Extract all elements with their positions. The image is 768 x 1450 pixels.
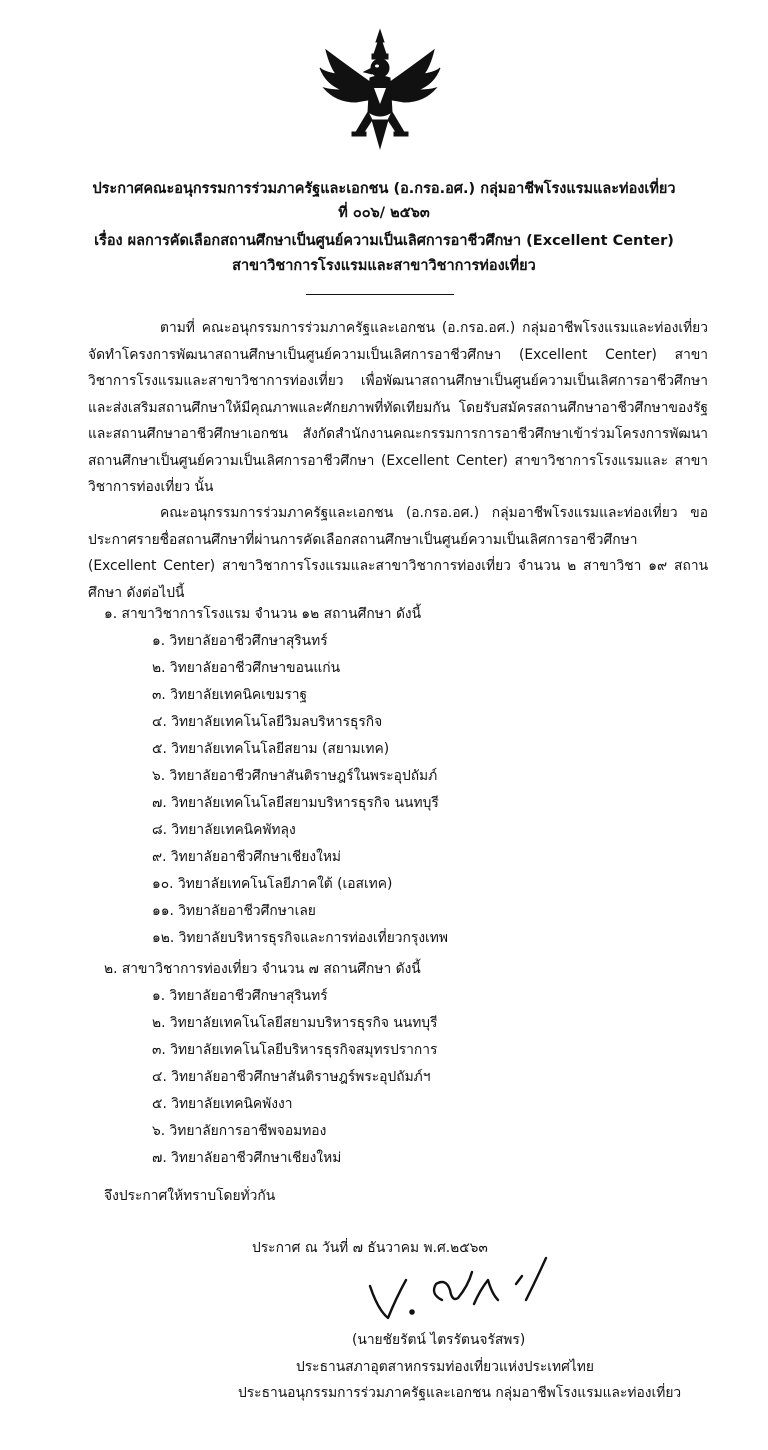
- list-item: ๘. วิทยาลัยเทคนิคพัทลุง: [152, 822, 296, 838]
- list-item: ๙. วิทยาลัยอาชีวศึกษาเชียงใหม่: [152, 849, 342, 865]
- list-item: ๒. วิทยาลัยอาชีวศึกษาขอนแก่น: [152, 660, 341, 676]
- header-divider: [306, 294, 454, 295]
- signatory-title-2: ประธานอนุกรรมการร่วมภาครัฐและเอกชน กลุ่มอาชีพโรงแรมและท่องเที่ยว: [238, 1385, 682, 1401]
- signatory-name: (นายชัยรัตน์ ไตรรัตนจรัสพร): [352, 1332, 526, 1348]
- list-item: ๕. วิทยาลัยเทคนิคพังงา: [152, 1096, 293, 1112]
- list-item: ๗. วิทยาลัยเทคโนโลยีสยามบริหารธุรกิจ นนทบุรี: [152, 795, 439, 811]
- section-hotel-heading: ๑. สาขาวิชาการโรงแรม จำนวน ๑๒ สถานศึกษา ดังนี้: [104, 606, 422, 622]
- list-item: ๑. วิทยาลัยอาชีวศึกษาสุรินทร์: [152, 633, 328, 649]
- list-item: ๔. วิทยาลัยอาชีวศึกษาสันติราษฎร์พระอุปถัมภ์ฯ: [152, 1069, 431, 1085]
- list-item: ๓. วิทยาลัยเทคนิคเขมราฐ: [152, 687, 308, 703]
- list-item: ๓. วิทยาลัยเทคโนโลยีบริหารธุรกิจสมุทรปราการ: [152, 1042, 438, 1058]
- subject-subline: สาขาวิชาการโรงแรมและสาขาวิชาการท่องเที่ยว: [232, 258, 536, 274]
- handwritten-signature: [366, 1250, 556, 1330]
- list-item: ๑๑. วิทยาลัยอาชีวศึกษาเลย: [152, 903, 316, 919]
- paragraph-1: [88, 315, 708, 501]
- list-item: ๖. วิทยาลัยอาชีวศึกษาสันติราษฎร์ในพระอุปถัมภ์: [152, 768, 438, 784]
- list-item: ๗. วิทยาลัยอาชีวศึกษาเชียงใหม่: [152, 1150, 342, 1166]
- list-item: ๖. วิทยาลัยการอาชีพจอมทอง: [152, 1123, 327, 1139]
- announcement-heading: ประกาศคณะอนุกรรมการร่วมภาครัฐและเอกชน (อ.กรอ.อศ.) กลุ่มอาชีพโรงแรมและท่องเที่ยว: [92, 181, 676, 197]
- list-item: ๔. วิทยาลัยเทคโนโลยีวิมลบริหารธุรกิจ: [152, 714, 383, 730]
- list-item: ๒. วิทยาลัยเทคโนโลยีสยามบริหารธุรกิจ นนทบุรี: [152, 1015, 438, 1031]
- list-item: ๕. วิทยาลัยเทคโนโลยีสยาม (สยามเทค): [152, 741, 390, 757]
- signatory-title-1: ประธานสภาอุตสาหกรรมท่องเที่ยวแห่งประเทศไทย: [296, 1359, 594, 1375]
- list-item: ๑๒. วิทยาลัยบริหารธุรกิจและการท่องเที่ยวกรุงเทพ: [152, 930, 448, 946]
- list-item: ๑. วิทยาลัยอาชีวศึกษาสุรินทร์: [152, 988, 328, 1004]
- list-item: ๑๐. วิทยาลัยเทคโนโลยีภาคใต้ (เอสเทค): [152, 876, 393, 892]
- paragraph-2-text: คณะอนุกรรมการร่วมภาครัฐและเอกชน (อ.กรอ.อศ.) กลุ่มอาชีพโรงแรมและท่องเที่ยว ขอประกาศรายชื่อสถานศึกษาที่ผ่านการคัดเลือกสถานศึกษาเป็นศูนย์ความเป็นเลิศการอาชีวศึกษา (Excellent Center) สาขาวิชาการโรงแรมและสาขาวิชาการท่องเที่ยว จำนวน ๒ สาขาวิชา ๑๙ สถานศึกษา ดังต่อไปนี้: [88, 505, 708, 601]
- subject-line: เรื่อง ผลการคัดเลือกสถานศึกษาเป็นศูนย์ความเป็นเลิศการอาชีวศึกษา (Excellent Center): [94, 233, 674, 249]
- paragraph-2: [88, 500, 708, 606]
- announcement-date: ประกาศ ณ วันที่ ๗ ธันวาคม พ.ศ.๒๕๖๓: [252, 1240, 488, 1256]
- garuda-emblem-icon: [316, 28, 444, 156]
- section-tourism-heading: ๒. สาขาวิชาการท่องเที่ยว จำนวน ๗ สถานศึกษา ดังนี้: [104, 961, 421, 977]
- announcement-number: ที่ ๐๐๖/ ๒๕๖๓: [338, 205, 430, 221]
- paragraph-1-text: ตามที่ คณะอนุกรรมการร่วมภาครัฐและเอกชน (อ.กรอ.อศ.) กลุ่มอาชีพโรงแรมและท่องเที่ยว จัดทำโครงการพัฒนาสถานศึกษาเป็นศูนย์ความเป็นเลิศการอาชีวศึกษา (Excellent Center) สาขาวิชาการโรงแรมและสาขาวิชาการท่องเที่ยว เพื่อพัฒนาสถานศึกษาเป็นศูนย์ความเป็นเลิศการอาชีวศึกษา และส่งเสริมสถานศึกษาให้มีคุณภาพและศักยภาพที่ทัดเทียมกัน โดยรับสมัครสถานศึกษาอาชีวศึกษาของรัฐ และสถานศึกษาอาชีวศึกษาเอกชน สังกัดสำนักงานคณะกรรมการการอาชีวศึกษาเข้าร่วมโครงการพัฒนา สถานศึกษาเป็นศูนย์ความเป็นเลิศการอาชีวศึกษา (Excellent Center) สาขาวิชาการโรงแรมและ สาขาวิชาการท่องเที่ยว นั้น: [88, 320, 708, 495]
- closing-statement: จึงประกาศให้ทราบโดยทั่วกัน: [104, 1188, 276, 1204]
